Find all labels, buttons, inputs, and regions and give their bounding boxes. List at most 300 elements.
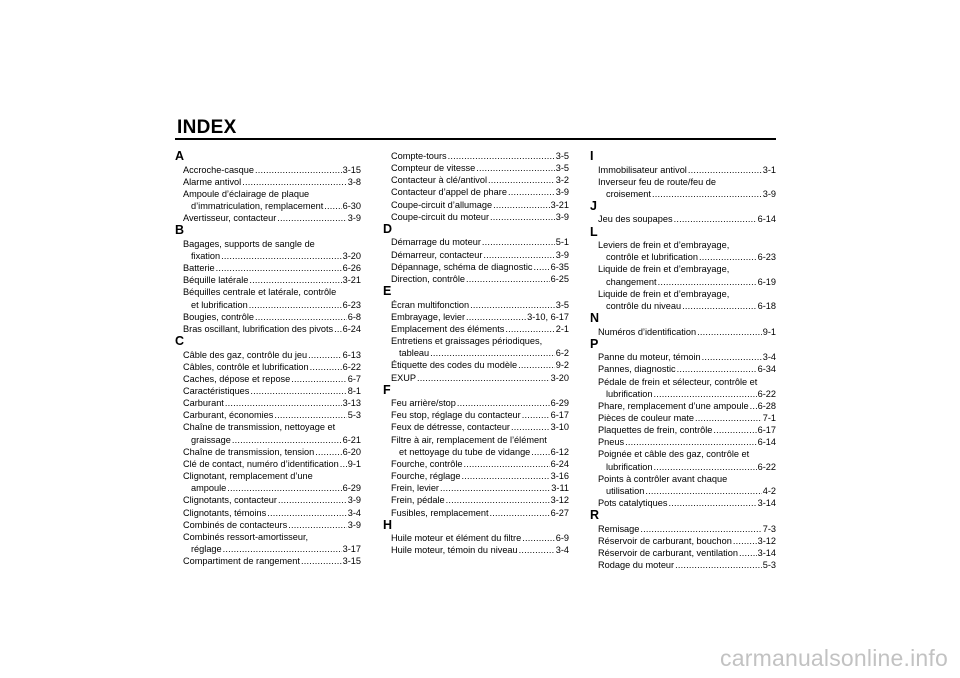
index-entry: [590, 326, 776, 338]
index-entry-line: [183, 349, 361, 361]
page-number: 6-24: [550, 458, 569, 469]
index-entry: [175, 349, 361, 361]
index-entry-line: [391, 273, 569, 285]
section-letter: A: [175, 149, 185, 163]
dot-leader: [277, 212, 346, 224]
index-entry-line: [391, 150, 569, 162]
index-entry-text: Fourche, contrôle: [391, 458, 463, 469]
dot-leader: [310, 361, 342, 373]
dot-leader: [522, 532, 555, 544]
page-number: 5-3: [762, 560, 776, 571]
page-number: 6-23: [342, 299, 361, 310]
index-entry-line: [183, 164, 361, 176]
index-entry-line: [598, 263, 776, 275]
index-entry-text: Coupe-circuit d’allumage: [391, 199, 493, 210]
index-entry-text: Immobilisateur antivol: [598, 164, 687, 175]
section-letter: R: [590, 508, 600, 523]
index-entry: [383, 359, 569, 371]
index-column-1: [175, 150, 361, 567]
page-number: 3-17: [342, 544, 361, 555]
index-entry-line: [598, 424, 776, 436]
index-entry-text: Poignée et câble des gaz, contrôle et: [598, 449, 750, 460]
page-number: 4-2: [762, 485, 776, 496]
section-letter: B: [175, 223, 185, 238]
index-entry: [175, 212, 361, 224]
dot-leader: [324, 200, 341, 212]
page-number: 3-14: [757, 548, 776, 559]
index-entry-text: croisement: [606, 188, 651, 199]
index-entry-line: [183, 250, 361, 262]
page-number: 9-1: [762, 326, 776, 337]
index-entry-line: [391, 397, 569, 409]
index-entry-text: Démarreur, contacteur: [391, 249, 483, 260]
index-entry: [590, 412, 776, 424]
index-entry-text: Combinés ressort-amortisseur,: [183, 531, 309, 542]
index-entry: [175, 458, 361, 470]
dot-leader: [466, 273, 550, 285]
index-entry-text: Dépannage, schéma de diagnostic: [391, 261, 533, 272]
dot-leader: [677, 363, 757, 375]
dot-leader: [242, 176, 347, 188]
index-entry-text: Huile moteur et élément du filtre: [391, 533, 522, 544]
page-number: 3-1: [762, 164, 776, 175]
section-letter: L: [590, 224, 598, 239]
index-entry-text: Câbles, contrôle et lubrification: [183, 361, 309, 372]
dot-leader: [250, 385, 346, 397]
section-letter: J: [590, 198, 597, 213]
dot-leader: [702, 351, 762, 363]
index-entry-line: [183, 323, 361, 335]
index-entry-line: [391, 434, 569, 446]
dot-leader: [522, 409, 550, 421]
index-entry-line: [598, 535, 776, 547]
index-entry-text: Carburant, économies: [183, 410, 274, 421]
index-entry-line: [391, 458, 569, 470]
index-entry: [383, 249, 569, 261]
index-entry: [590, 376, 776, 400]
dot-leader: [470, 299, 555, 311]
index-entry-line: [183, 361, 361, 373]
dot-leader: [531, 446, 549, 458]
dot-leader: [483, 249, 554, 261]
index-entry-line: [183, 286, 361, 298]
dot-leader: [278, 494, 347, 506]
index-entry: [175, 531, 361, 555]
index-entry-text: contrôle du niveau: [606, 300, 682, 311]
index-entry: [383, 236, 569, 248]
index-entry-line: [391, 544, 569, 556]
index-entry-text: Jeu des soupapes: [598, 214, 673, 225]
page-number: 6-29: [550, 398, 569, 409]
index-entry-text: Phare, remplacement d’une ampoule: [598, 400, 749, 411]
index-entry-text: Bagages, supports de sangle de: [183, 238, 315, 249]
index-entry: [590, 523, 776, 535]
index-entry: [175, 311, 361, 323]
index-entry-line: [598, 376, 776, 388]
index-entry: [383, 421, 569, 433]
page-number: 3-2: [555, 175, 569, 186]
dot-leader: [682, 300, 757, 312]
page-number: 6-24: [342, 323, 361, 334]
index-entry-text: Chaîne de transmission, tension: [183, 446, 315, 457]
index-entry-text: lubrification: [606, 461, 653, 472]
index-entry-line: [598, 251, 776, 263]
index-entry: [383, 311, 569, 323]
index-entry-text: Chaîne de transmission, nettoyage et: [183, 422, 336, 433]
index-entry: [175, 519, 361, 531]
index-entry-text: réglage: [191, 544, 222, 555]
index-entry-text: Entretiens et graissages périodiques,: [391, 336, 543, 347]
dot-leader: [668, 497, 756, 509]
index-entry: [175, 361, 361, 373]
dot-leader: [699, 251, 757, 263]
dot-leader: [440, 482, 550, 494]
dot-leader: [658, 276, 757, 288]
dot-leader: [267, 507, 346, 519]
index-entry-text: Clignotants, contacteur: [183, 495, 277, 506]
page-number: 6-20: [342, 446, 361, 457]
dot-leader: [225, 397, 342, 409]
index-entry-line: [183, 397, 361, 409]
index-entry: [383, 186, 569, 198]
dot-leader: [249, 274, 341, 286]
index-entry-line: [391, 299, 569, 311]
index-entry-text: Liquide de frein et d’embrayage,: [598, 264, 730, 275]
index-entry: [590, 400, 776, 412]
index-entry-text: Emplacement des éléments: [391, 323, 505, 334]
index-entry-text: Inverseur feu de route/feu de: [598, 176, 716, 187]
index-entry-line: [183, 434, 361, 446]
dot-leader: [695, 412, 762, 424]
index-entry: [175, 555, 361, 567]
page-number: 6-26: [342, 263, 361, 274]
index-entry: [175, 397, 361, 409]
page-number: 6-17: [550, 410, 569, 421]
index-entry: [590, 213, 776, 225]
index-entry-line: [598, 559, 776, 571]
index-entry-text: Caches, dépose et repose: [183, 373, 291, 384]
page-number: 6-7: [347, 373, 361, 384]
page-number: 6-34: [757, 364, 776, 375]
dot-leader: [505, 323, 554, 335]
index-entry-text: Pédale de frein et sélecteur, contrôle et: [598, 376, 758, 387]
index-entry-line: [598, 363, 776, 375]
index-entry-line: [183, 458, 361, 470]
index-entry: [590, 164, 776, 176]
page-number: 6-22: [342, 361, 361, 372]
index-entry-text: Démarrage du moteur: [391, 237, 481, 248]
index-entry-text: Pneus: [598, 437, 625, 448]
page-number: 3-4: [347, 507, 361, 518]
dot-leader: [417, 372, 550, 384]
page-number: 6-14: [757, 214, 776, 225]
page-number: 3-12: [757, 535, 776, 546]
page-number: 9-1: [347, 458, 361, 469]
index-entry-line: [391, 236, 569, 248]
dot-leader: [519, 544, 555, 556]
dot-leader: [511, 421, 550, 433]
page-number: 3-9: [555, 211, 569, 222]
index-entry: [383, 458, 569, 470]
dot-leader: [733, 535, 757, 547]
page-number: 6-19: [757, 276, 776, 287]
index-entry-text: Réservoir de carburant, ventilation: [598, 548, 738, 559]
dot-leader: [674, 213, 757, 225]
page-number: 6-29: [342, 483, 361, 494]
dot-leader: [340, 458, 347, 470]
page-number: 6-13: [342, 349, 361, 360]
index-entry-line: [183, 446, 361, 458]
index-entry-line: [183, 543, 361, 555]
index-entry-text: Pièces de couleur mate: [598, 413, 695, 423]
dot-leader: [652, 188, 762, 200]
page-number: 6-22: [757, 388, 776, 399]
index-entry-line: [391, 174, 569, 186]
dot-leader: [446, 494, 550, 506]
dot-leader: [490, 507, 550, 519]
index-entry-line: [598, 436, 776, 448]
page-number: 3-5: [555, 163, 569, 174]
index-entry-line: [183, 176, 361, 188]
index-entry-text: ampoule: [191, 483, 227, 494]
index-entry-line: [183, 299, 361, 311]
index-entry-line: [391, 261, 569, 273]
index-entry-text: Liquide de frein et d’embrayage,: [598, 288, 730, 299]
index-entry-line: [391, 532, 569, 544]
index-entry: [590, 288, 776, 312]
index-entry-line: [391, 359, 569, 371]
dot-leader: [490, 211, 555, 223]
index-entry-line: [183, 519, 361, 531]
page-number: 6-8: [347, 311, 361, 322]
dot-leader: [688, 164, 762, 176]
index-column-2: [383, 150, 569, 557]
page-number: 3-14: [757, 498, 776, 509]
page-number: 3-8: [347, 176, 361, 187]
index-entry-text: Pannes, diagnostic: [598, 364, 676, 375]
index-entry-line: [183, 200, 361, 212]
index-entry-text: utilisation: [606, 485, 645, 496]
index-entry: [590, 363, 776, 375]
page-number: 3-10, 6-17: [527, 311, 569, 322]
dot-leader: [288, 519, 347, 531]
index-entry-text: Ampoule d’éclairage de plaque: [183, 188, 310, 199]
page-number: 9-2: [555, 360, 569, 371]
page-number: 3-13: [342, 398, 361, 409]
index-entry: [175, 507, 361, 519]
index-entry-text: Compartiment de rangement: [183, 556, 300, 567]
page-number: 3-15: [342, 556, 361, 567]
index-entry: [590, 263, 776, 287]
section-letter: I: [590, 149, 594, 163]
index-entry: [590, 547, 776, 559]
index-entry-text: changement: [606, 276, 657, 287]
section-letter: F: [383, 382, 391, 397]
dot-leader: [653, 388, 756, 400]
index-entry: [383, 372, 569, 384]
page-number: 7-1: [762, 413, 776, 423]
dot-leader: [255, 164, 342, 176]
page-number: 6-18: [757, 300, 776, 311]
dot-leader: [476, 162, 554, 174]
index-entry: [383, 335, 569, 359]
page-number: 6-17: [757, 425, 776, 436]
page-number: 6-25: [550, 273, 569, 284]
index-entry-text: Accroche-casque: [183, 164, 254, 175]
index-entry-text: Câble des gaz, contrôle du jeu: [183, 349, 308, 360]
index-entry-text: Embrayage, levier: [391, 311, 466, 322]
index-entry-text: fixation: [191, 250, 221, 261]
dot-leader: [232, 434, 342, 446]
index-entry: [383, 544, 569, 556]
index-entry: [383, 409, 569, 421]
dot-leader: [430, 347, 555, 359]
page-number: 3-11: [551, 483, 569, 494]
index-entry: [383, 273, 569, 285]
dot-leader: [493, 199, 549, 211]
index-entry-line: [391, 323, 569, 335]
index-entry: [590, 176, 776, 200]
index-entry-line: [183, 238, 361, 250]
index-entry-line: [391, 446, 569, 458]
index-entry-line: [183, 373, 361, 385]
page-number: 3-20: [342, 250, 361, 261]
index-entry-line: [391, 372, 569, 384]
title-rule: [175, 138, 776, 140]
dot-leader: [291, 373, 346, 385]
index-entry-line: [598, 239, 776, 251]
page-title: INDEX: [177, 117, 237, 138]
index-entry-line: [598, 326, 776, 338]
index-entry-text: Feu arrière/stop: [391, 398, 456, 409]
index-entry-text: Numéros d’identification: [598, 326, 697, 337]
index-entry: [175, 323, 361, 335]
page-number: 6-12: [550, 446, 569, 457]
page-number: 3-16: [550, 471, 569, 482]
index-entry-text: Coupe-circuit du moteur: [391, 211, 490, 222]
index-entry: [175, 188, 361, 212]
index-entry-line: [598, 448, 776, 460]
index-entry-line: [598, 461, 776, 473]
dot-leader: [223, 543, 342, 555]
index-entry-line: [183, 482, 361, 494]
index-entry-text: et nettoyage du tube de vidange: [399, 446, 531, 457]
index-entry-text: Combinés de contacteurs: [183, 519, 288, 530]
dot-leader: [255, 311, 347, 323]
page-number: 6-28: [757, 400, 776, 411]
index-entry-line: [391, 199, 569, 211]
dot-leader: [216, 262, 342, 274]
index-entry: [383, 507, 569, 519]
page-number: 8-1: [347, 386, 361, 396]
page-number: 3-4: [555, 545, 569, 556]
index-entry-line: [183, 531, 361, 543]
index-entry: [590, 448, 776, 472]
index-entry-line: [598, 276, 776, 288]
page-number: 7-3: [762, 523, 776, 534]
watermark: carmanualsonline.info: [720, 645, 948, 671]
page-number: 6-27: [550, 507, 569, 518]
index-entry-line: [598, 412, 776, 424]
index-entry-text: Remisage: [598, 523, 640, 534]
index-entry: [383, 482, 569, 494]
index-entry-line: [598, 547, 776, 559]
index-entry-text: Feux de détresse, contacteur: [391, 422, 510, 433]
page-number: 6-22: [757, 461, 776, 472]
index-entry-line: [598, 351, 776, 363]
index-entry-text: Alarme antivol: [183, 176, 242, 187]
index-entry: [175, 286, 361, 310]
section-letter: C: [175, 334, 185, 349]
index-entry: [383, 174, 569, 186]
index-entry-line: [391, 347, 569, 359]
index-entry-line: [598, 400, 776, 412]
index-entry-text: Fusibles, remplacement: [391, 507, 489, 518]
index-entry: [383, 532, 569, 544]
dot-leader: [697, 326, 762, 338]
index-entry: [383, 470, 569, 482]
index-entry-line: [183, 385, 361, 397]
section-letter: D: [383, 221, 393, 236]
index-entry-text: Écran multifonction: [391, 299, 470, 310]
index-entry-line: [598, 176, 776, 188]
dot-leader: [249, 299, 342, 311]
dot-leader: [448, 150, 555, 162]
dot-leader: [457, 397, 550, 409]
dot-leader: [645, 485, 761, 497]
dot-leader: [334, 323, 341, 335]
index-entry-text: Béquilles centrale et latérale, contrôle: [183, 287, 337, 298]
index-entry-line: [391, 162, 569, 174]
dot-leader: [533, 261, 549, 273]
dot-leader: [466, 311, 526, 323]
index-entry-line: [598, 213, 776, 225]
page-number: 5-3: [347, 410, 361, 421]
dot-leader: [274, 409, 346, 421]
index-entry-text: Frein, levier: [391, 483, 439, 494]
index-entry-line: [391, 409, 569, 421]
dot-leader: [482, 236, 555, 248]
index-entry-line: [391, 335, 569, 347]
index-entry: [383, 162, 569, 174]
index-entry-text: d’immatriculation, remplacement: [191, 200, 324, 211]
index-entry: [175, 494, 361, 506]
index-entry: [590, 239, 776, 263]
page-number: 3-21: [342, 275, 361, 286]
index-entry-text: tableau: [399, 348, 430, 359]
index-entry-line: [391, 186, 569, 198]
index-entry-line: [183, 188, 361, 200]
dot-leader: [488, 174, 555, 186]
dot-leader: [461, 470, 549, 482]
index-entry-text: EXUP: [391, 372, 417, 383]
dot-leader: [750, 400, 757, 412]
index-entry: [175, 274, 361, 286]
dot-leader: [315, 446, 341, 458]
index-entry-text: Béquille latérale: [183, 275, 249, 286]
index-entry-line: [391, 211, 569, 223]
index-entry: [590, 436, 776, 448]
section-letter: E: [383, 284, 392, 299]
page-number: 3-9: [762, 188, 776, 199]
index-entry: [383, 199, 569, 211]
index-entry: [175, 409, 361, 421]
index-entry-text: Frein, pédale: [391, 495, 445, 506]
dot-leader: [508, 186, 555, 198]
index-entry-text: Huile moteur, témoin du niveau: [391, 545, 518, 556]
index-entry-text: Direction, contrôle: [391, 273, 466, 284]
index-entry-text: Feu stop, réglage du contacteur: [391, 410, 521, 421]
